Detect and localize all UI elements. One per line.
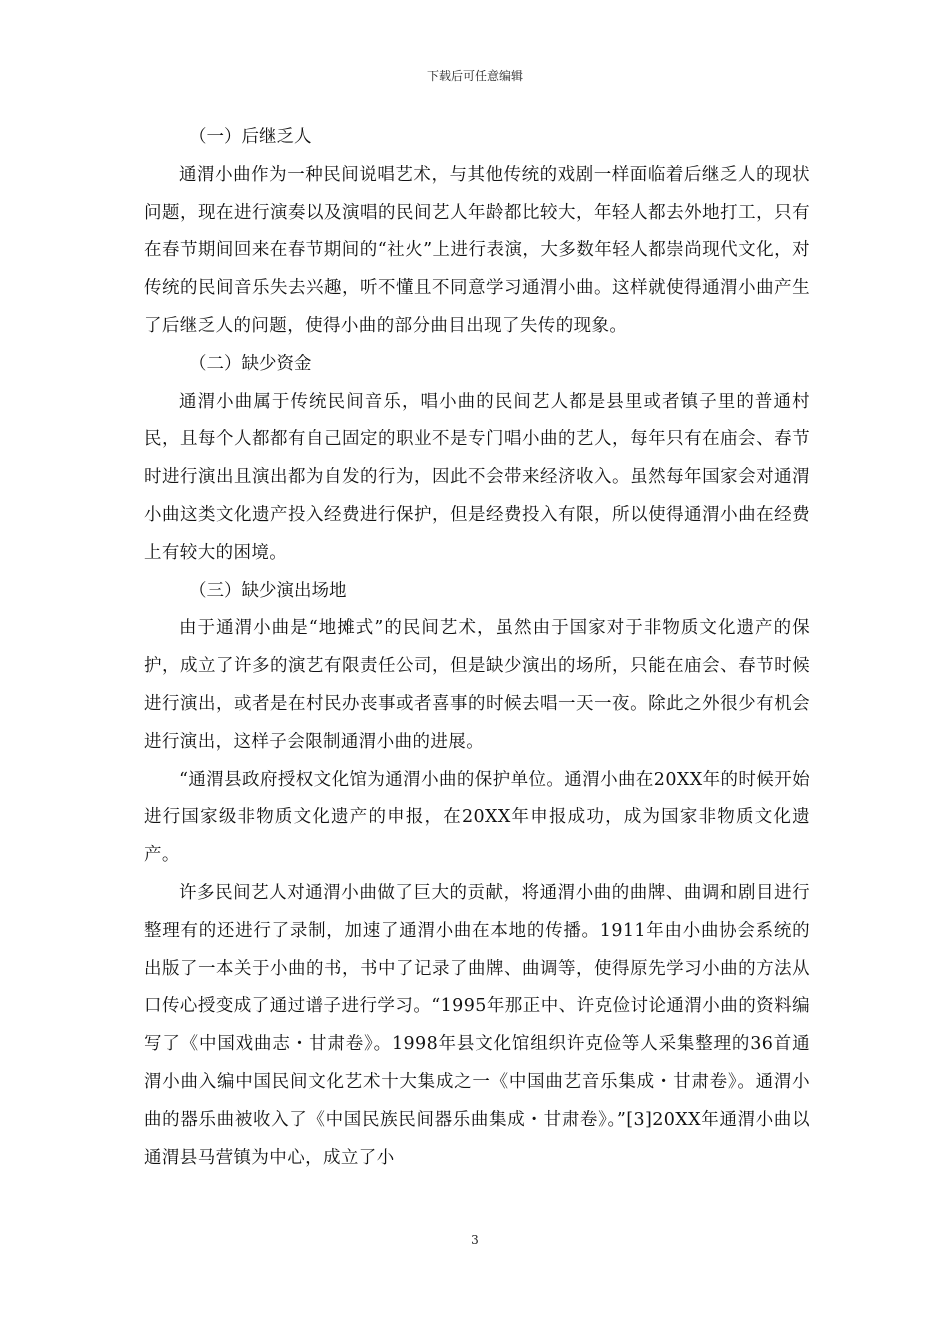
- paragraph-2: 通渭小曲属于传统民间音乐，唱小曲的民间艺人都是县里或者镇子里的普通村民，且每个人都都有自己固定的职业不是专门唱小曲的艺人，每年只有在庙会、春节时进行演出且演出都为自发的行为，因此不会带来经济收入。虽然每年国家会对通渭小曲这类文化遗产投入经费进行保护，但是经费投入有限，所以使得通渭小曲在经费上有较大的困境。: [144, 391, 810, 563]
- page-number: 3: [471, 1233, 479, 1247]
- paragraph-5: 许多民间艺人对通渭小曲做了巨大的贡献，将通渭小曲的曲牌、曲调和剧目进行整理有的还进行了录制，加速了通渭小曲在本地的传播。1911年由小曲协会系统的出版了一本关于小曲的书，书中了记录了曲牌、曲调等，使得原先学习小曲的方法从口传心授变成了通过谱子进行学习。“1995年那正中、许克俭讨论通渭小曲的资料编写了《中国戏曲志・甘肃卷》。1998年县文化馆组织许克俭等人采集整理的36首通渭小曲入编中国民间文化艺术十大集成之一《中国曲艺音乐集成・甘肃卷》。通渭小曲的器乐曲被收入了《中国民族民间器乐曲集成・甘肃卷》。”[3]20XX年通渭小曲以通渭县马营镇为中心，成立了小: [144, 882, 810, 1168]
- paragraph-4: “通渭县政府授权文化馆为通渭小曲的保护单位。通渭小曲在20XX年的时候开始进行国家级非物质文化遗产的申报，在20XX年申报成功，成为国家非物质文化遗产。: [144, 769, 810, 866]
- section-heading-2: （二）缺少资金: [189, 353, 312, 374]
- paragraph-1: 通渭小曲作为一种民间说唱艺术，与其他传统的戏剧一样面临着后继乏人的现状问题，现在进行演奏以及演唱的民间艺人年龄都比较大，年轻人都去外地打工，只有在春节期间回来在春节期间的“社火”上进行表演，大多数年轻人都崇尚现代文化，对传统的民间音乐失去兴趣，听不懂且不同意学习通渭小曲。这样就使得通渭小曲产生了后继乏人的问题，使得小曲的部分曲目出现了失传的现象。: [144, 164, 810, 336]
- document-body: [144, 119, 810, 1177]
- section-heading-1: （一）后继乏人: [189, 127, 312, 147]
- paragraph-3: 由于通渭小曲是“地摊式”的民间艺术，虽然由于国家对于非物质文化遗产的保护，成立了许多的演艺有限责任公司，但是缺少演出的场所，只能在庙会、春节时候进行演出，或者是在村民办丧事或者喜事的时候去唱一天一夜。除此之外很少有机会进行演出，这样子会限制通渭小曲的进展。: [144, 618, 810, 752]
- section-heading-3: （三）缺少演出场地: [189, 580, 347, 601]
- page-header: 下载后可任意编辑: [426, 69, 523, 83]
